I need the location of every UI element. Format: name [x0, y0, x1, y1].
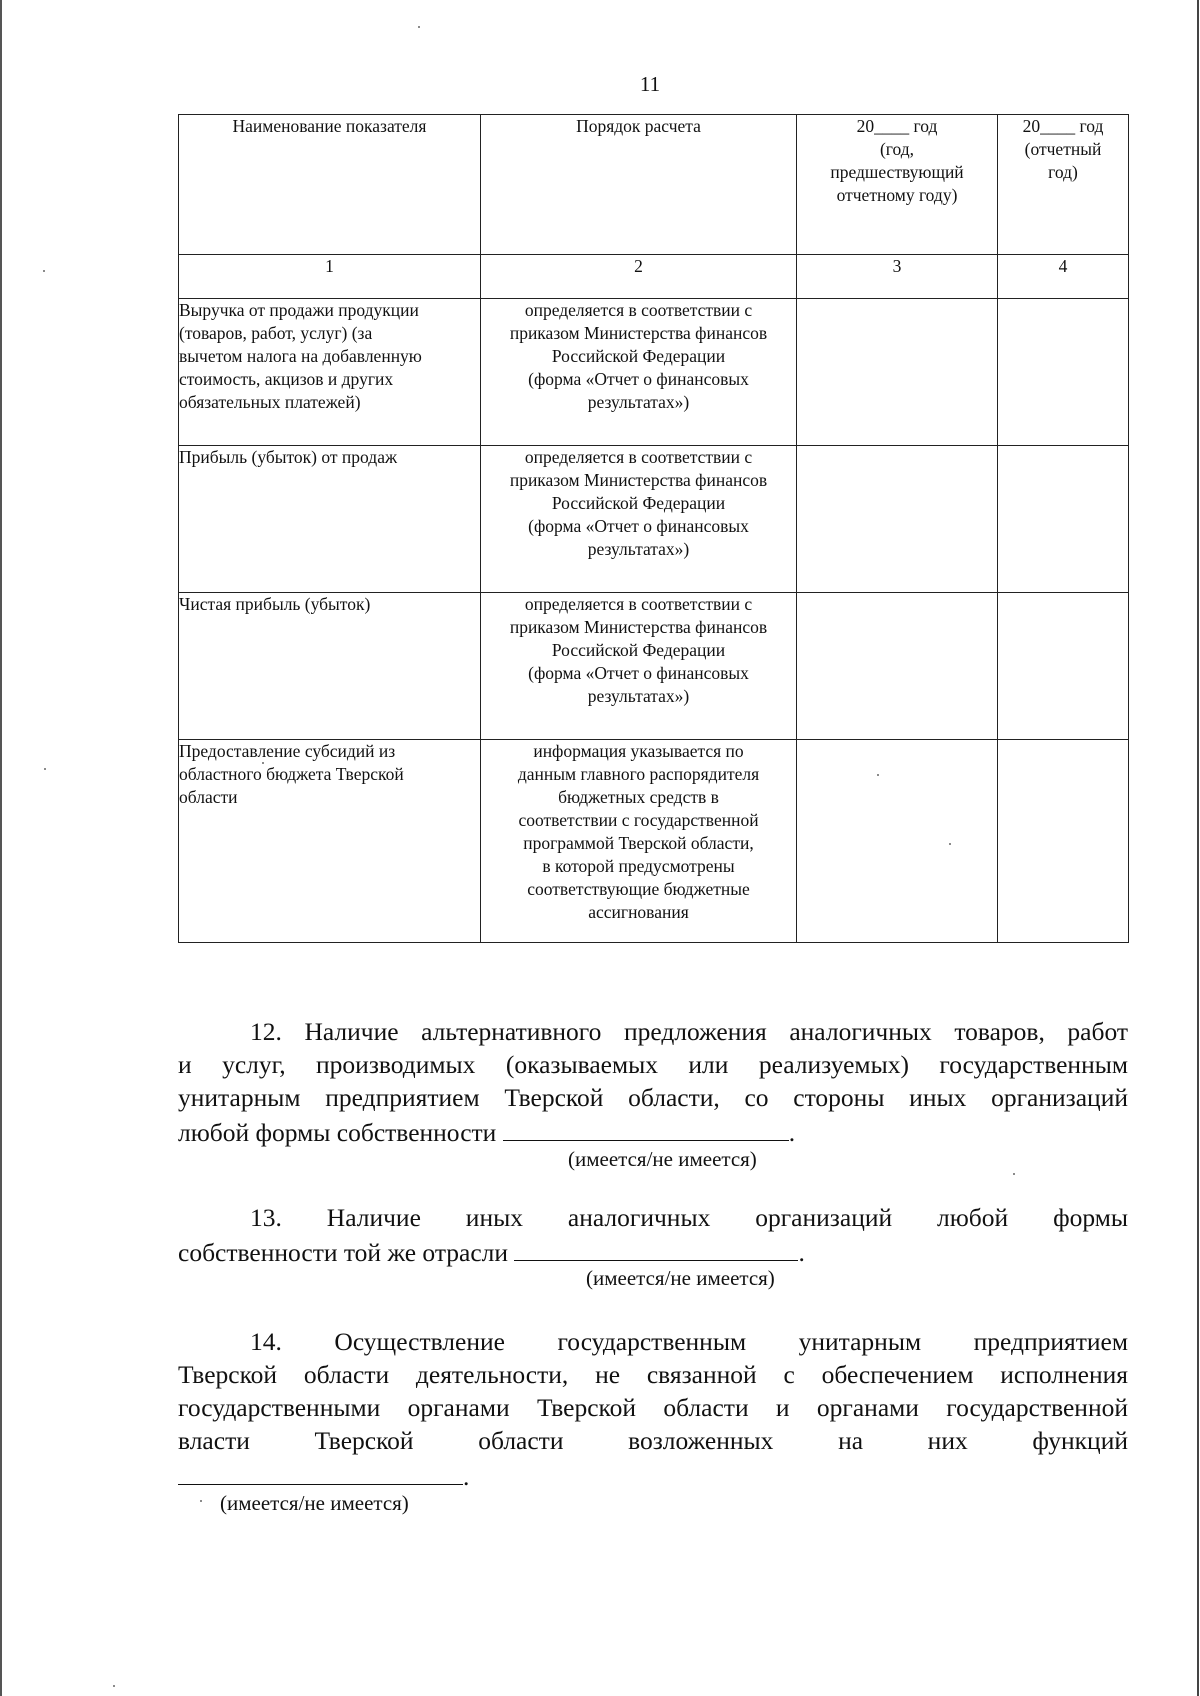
cell-line: в которой предусмотрены — [542, 856, 735, 876]
cell-line: соответствующие бюджетные — [527, 879, 750, 899]
scan-speck — [418, 26, 420, 28]
item-14-text-line: Тверской области деятельности, не связанной с обеспечением исполнения — [178, 1360, 1128, 1389]
item-12-hint: (имеется/не имеется) — [568, 1147, 757, 1171]
cell-line: приказом Министерства финансов — [509, 323, 768, 343]
item-14-answer-line — [178, 1458, 1128, 1493]
cell-line: областного бюджета Тверской — [179, 764, 404, 784]
indicators-table — [178, 114, 1129, 943]
calculation-method-cell — [481, 593, 797, 740]
item-14-answer-blank[interactable] — [178, 1458, 463, 1485]
report-year-value-cell[interactable] — [998, 740, 1129, 943]
table-row — [179, 593, 1129, 740]
item-14-period: . — [463, 1462, 470, 1491]
item-12-paragraph — [178, 1015, 1128, 1114]
report-year-value-cell[interactable] — [998, 593, 1129, 740]
cell-line: определяется в соответствии с — [524, 594, 753, 614]
cell-line: Предоставление субсидий из — [179, 741, 396, 761]
cell-line: области — [179, 787, 238, 807]
indicator-name-cell — [179, 740, 481, 943]
scan-speck — [877, 774, 879, 776]
cell-line: Прибыль (убыток) от продаж — [179, 447, 398, 467]
header-previous-year-line: (год, — [879, 139, 915, 159]
cell-line: ассигнования — [588, 902, 689, 922]
previous-year-value-cell[interactable] — [797, 593, 998, 740]
cell-line: Российской Федерации — [551, 640, 726, 660]
header-report-year-line: (отчетный — [1024, 139, 1102, 159]
item-13-period: . — [798, 1238, 805, 1267]
header-report-year-line: год) — [1048, 162, 1078, 182]
item-14-text-line: государственными органами Тверской области и органами государственной — [178, 1393, 1128, 1422]
calculation-method-cell — [481, 299, 797, 446]
calculation-method-cell — [481, 446, 797, 593]
cell-line: Выручка от продажи продукции — [179, 300, 419, 320]
column-number: 1 — [179, 255, 481, 299]
table-row — [179, 740, 1129, 943]
cell-line: информация указывается по — [533, 741, 744, 761]
cell-line: Чистая прибыль (убыток) — [179, 594, 371, 614]
header-report-year — [998, 115, 1129, 255]
column-number: 2 — [481, 255, 797, 299]
cell-line: стоимость, акцизов и других — [179, 369, 394, 389]
cell-line: результатах») — [587, 686, 690, 706]
cell-line: соответствии с государственной — [518, 810, 759, 830]
cell-line: (форма «Отчет о финансовых — [528, 663, 749, 683]
item-13-hint: (имеется/не имеется) — [586, 1266, 775, 1290]
scan-speck — [200, 1500, 202, 1502]
item-12-text-line: Наличие альтернативного предложения аналогичных товаров, работ — [304, 1017, 1129, 1046]
item-12-answer-line — [178, 1114, 1128, 1149]
cell-line: бюджетных средств в — [558, 787, 719, 807]
header-calculation-method: Порядок расчета — [481, 115, 797, 255]
header-report-year-line: 20____ год — [1022, 116, 1104, 136]
header-indicator-name: Наименование показателя — [179, 115, 481, 255]
item-13-answer-blank[interactable] — [514, 1234, 798, 1261]
item-12-number: 12. — [250, 1017, 282, 1046]
report-year-value-cell[interactable] — [998, 299, 1129, 446]
scan-speck — [43, 270, 45, 272]
previous-year-value-cell[interactable] — [797, 446, 998, 593]
item-14-hint: (имеется/не имеется) — [220, 1491, 409, 1515]
item-12-text-line: и услуг, производимых (оказываемых или реализуемых) государственным — [178, 1050, 1128, 1079]
item-13-text-line: Наличие иных аналогичных организаций любой формы — [326, 1203, 1128, 1232]
table-row — [179, 446, 1129, 593]
indicator-name-cell — [179, 593, 481, 740]
header-previous-year-line: отчетному году) — [836, 185, 958, 205]
scan-speck — [113, 1685, 115, 1687]
header-previous-year — [797, 115, 998, 255]
item-13-number: 13. — [250, 1203, 282, 1232]
page-number: 11 — [639, 72, 661, 96]
item-12-line — [178, 1015, 1128, 1048]
item-12-period: . — [788, 1118, 796, 1147]
column-number-row — [179, 255, 1129, 299]
table-header-row — [179, 115, 1129, 255]
item-12-text-line: унитарным предприятием Тверской области, со стороны иных организаций — [178, 1083, 1128, 1112]
cell-line: определяется в соответствии с — [524, 300, 753, 320]
previous-year-value-cell[interactable] — [797, 740, 998, 943]
item-12-text-line: любой формы собственности — [178, 1118, 497, 1147]
cell-line: результатах») — [587, 539, 690, 559]
cell-line: Российской Федерации — [551, 346, 726, 366]
cell-line: данным главного распорядителя — [517, 764, 760, 784]
item-14-number: 14. — [250, 1327, 282, 1356]
item-14-text-line: власти Тверской области возложенных на них функций — [178, 1426, 1128, 1455]
header-previous-year-line: 20____ год — [856, 116, 938, 136]
cell-line: определяется в соответствии с — [524, 447, 753, 467]
scan-speck — [949, 843, 951, 845]
item-14-paragraph — [178, 1325, 1128, 1457]
cell-line: результатах») — [587, 392, 690, 412]
cell-line: (форма «Отчет о финансовых — [528, 516, 749, 536]
item-13-text-line: собственности той же отрасли — [178, 1238, 509, 1267]
scan-edge-right — [1197, 0, 1199, 1696]
item-12-answer-blank[interactable] — [503, 1114, 789, 1141]
header-previous-year-line: предшествующий — [830, 162, 964, 182]
cell-line: Российской Федерации — [551, 493, 726, 513]
item-13-answer-line — [178, 1234, 1128, 1269]
table-row — [179, 299, 1129, 446]
cell-line: вычетом налога на добавленную — [179, 346, 422, 366]
column-number: 3 — [797, 255, 998, 299]
indicator-name-cell — [179, 299, 481, 446]
column-number: 4 — [998, 255, 1129, 299]
scan-edge-left — [0, 0, 2, 1696]
item-14-text-line: Осуществление государственным унитарным предприятием — [334, 1327, 1128, 1356]
previous-year-value-cell[interactable] — [797, 299, 998, 446]
item-14-line — [178, 1325, 1128, 1358]
report-year-value-cell[interactable] — [998, 446, 1129, 593]
cell-line: (форма «Отчет о финансовых — [528, 369, 749, 389]
calculation-method-cell — [481, 740, 797, 943]
scan-speck — [1013, 1173, 1015, 1175]
item-13-paragraph — [178, 1201, 1128, 1234]
indicator-name-cell — [179, 446, 481, 593]
scan-speck — [262, 762, 264, 764]
cell-line: приказом Министерства финансов — [509, 470, 768, 490]
cell-line: программой Тверской области, — [523, 833, 754, 853]
scan-speck — [44, 768, 46, 770]
cell-line: обязательных платежей) — [179, 392, 361, 412]
cell-line: (товаров, работ, услуг) (за — [179, 323, 373, 343]
item-13-line — [178, 1201, 1128, 1234]
cell-line: приказом Министерства финансов — [509, 617, 768, 637]
